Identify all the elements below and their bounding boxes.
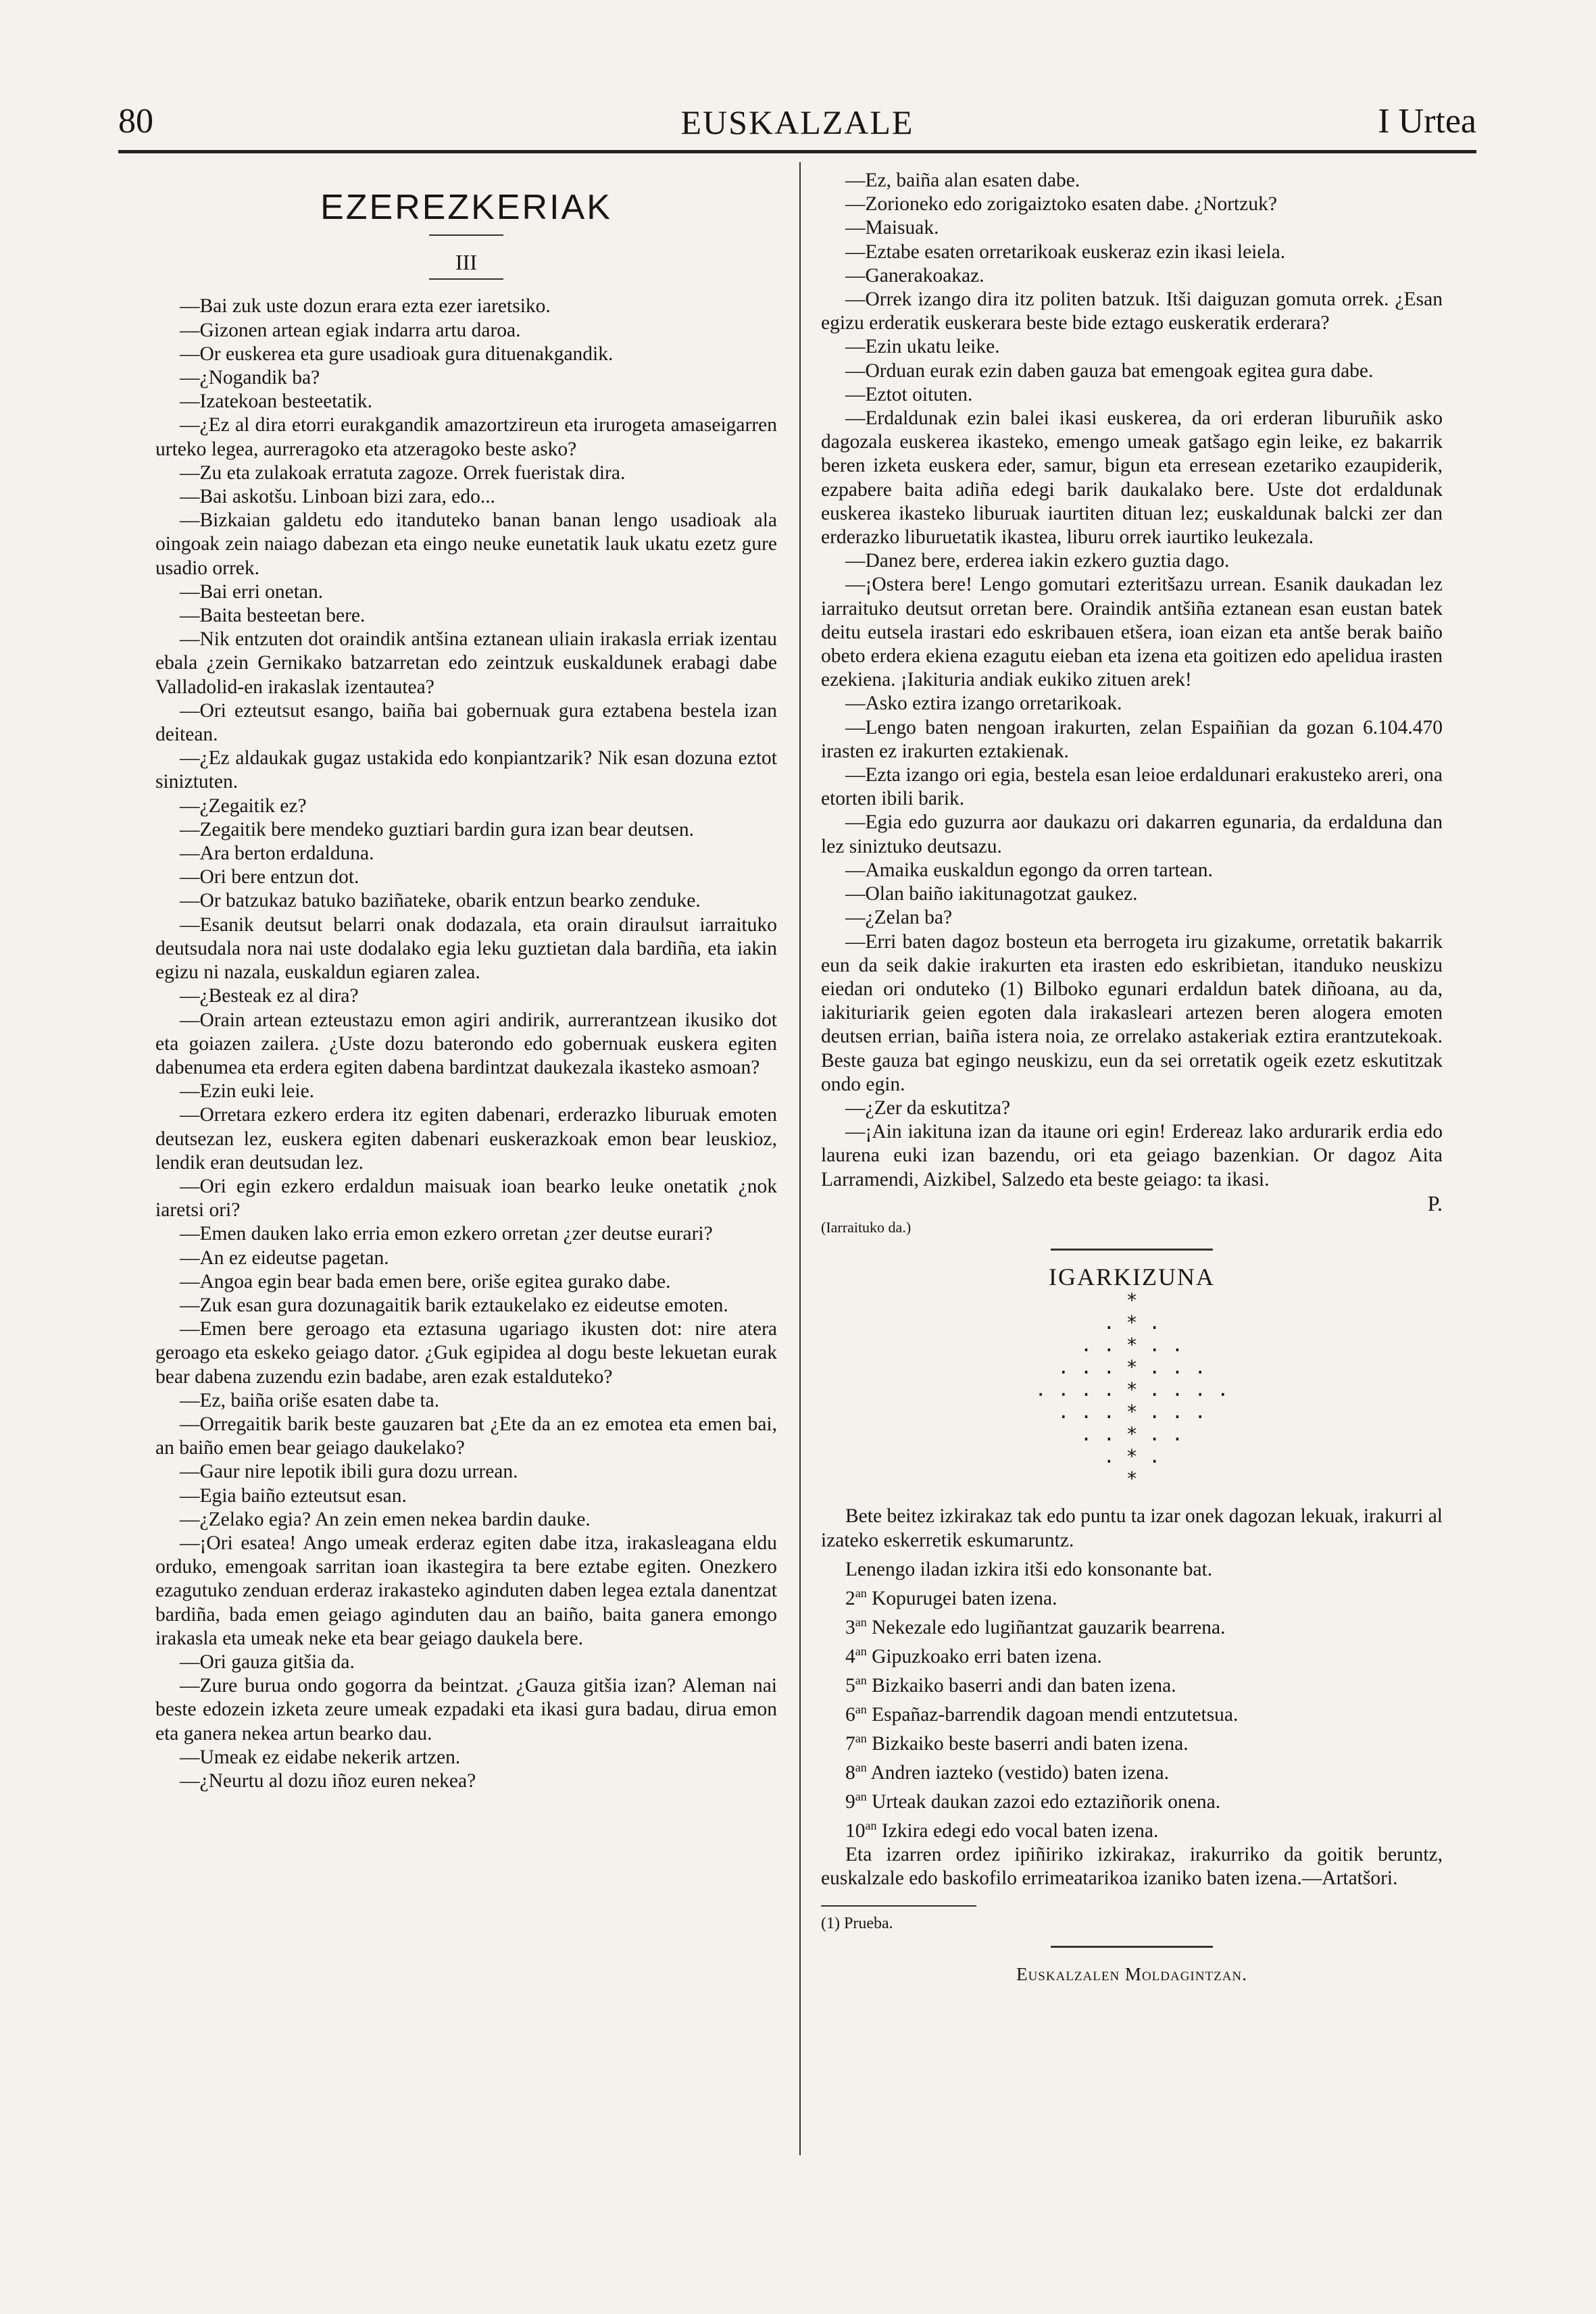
dialogue-paragraph: —Ori bere entzun dot. [180,866,359,888]
puzzle-row: * [1126,1467,1138,1490]
puzzle-row: * [1126,1289,1138,1312]
clue-text: Bizkaiko beste baserri andi baten izena. [872,1732,1189,1755]
dialogue-paragraph: —Ez, baiña oriše esaten dabe ta. [180,1389,440,1411]
dialogue-paragraph: —Eztot oituten. [845,383,973,405]
dialogue-paragraph: —¿Zegaitik ez? [180,795,307,817]
clue-text: Lenengo iladan izkira itši edo konsonante bat. [845,1558,1213,1580]
dialogue-paragraph: —Erdaldunak ezin balei ikasi euskerea, da ori erderan liburuñik asko dagozala euskerea ikasteko, emengo umeak gatšago egin leike, ez bakarrik beren izketa euskera eder, samur, bigun eta erresean ezetariko ezaupiderik, ezpabere baita adiña edegi barik daukalako bere. Uste dot erdaldunak euskerea ikasteko liburuak iaurtiten dituan lez; euskaldunak balcki zer dan erderazko liburuetatik ikastea, liburu orrek iaurtiko leukezala. [821,407,1443,549]
dialogue-paragraph: —¿Ez aldaukak gugaz ustakida edo konpiantzarik? Nik esan dozuna eztot siniztuten. [155,747,777,793]
puzzle-row: . . * . . [1080,1423,1183,1446]
clue-text: Kopurugei baten izena. [872,1587,1057,1609]
dialogue-paragraph: —Ezta izango ori egia, bestela esan leioe erdaldunari erakusteko areri, ona etorten ibili barik. [821,764,1443,810]
clue-item [821,1553,1443,1582]
dialogue-paragraph: —Ori ezteutsut esango, baiña bai gobernuak gura eztabena bestela izan deitean. [155,699,777,746]
dialogue-paragraph: —Or batzukaz batuko baziñateke, obarik entzun bearko zenduke. [180,890,701,912]
clue-number: 4 [845,1645,855,1667]
dialogue-paragraph: —Orrek izango dira itz politen batzuk. Itši daiguzan gomuta orrek. ¿Esan egizu erderatik euskerara beste bide eztago euskeratik erderara? [821,288,1443,334]
puzzle-row: . . . * . . . [1057,1401,1206,1424]
clue-ordinal: an [855,1615,867,1629]
dialogue-paragraph: —Bai erri onetan. [180,580,324,603]
clue-ordinal: an [855,1790,867,1803]
dialogue-paragraph: —Bizkaian galdetu edo itanduteko banan banan lengo usadioak ala oingoak zein naiago dabezan eta eingo neuke eunetatik lauk ukatu ezetz gure usadio orrek. [155,509,777,579]
dialogue-paragraph: —Ez, baiña alan esaten dabe. [845,170,1080,191]
clue-text: Españaz-barrendik dagoan mendi entzutetsua. [872,1703,1239,1726]
dialogue-paragraph: —Zu eta zulakoak erratuta zagoze. Orrek fueristak dira. [180,461,626,484]
dialogue-paragraph: —¿Zelako egia? An zein emen nekea bardin dauke. [180,1508,591,1530]
right-body-text [821,169,1443,1192]
dialogue-paragraph: —Nik entzuten dot oraindik antšina eztanean uliain irakasla erriak izentau ebala ¿zein Gernikako batzarretan edo zeintzuk euskaldunek erabagi dabe Valladolid-en irakaslak izentautea? [155,628,777,698]
right-column [821,169,1443,1986]
section-number: III [455,250,477,275]
clue-number: 9 [845,1790,855,1813]
puzzle-row: . * . [1103,1311,1161,1334]
dialogue-paragraph: —Ganerakoakaz. [845,264,984,286]
dialogue-paragraph: —Zuk esan gura dozunagaitik barik eztaukelako ez eideutse emoten. [180,1294,728,1316]
dialogue-paragraph: —Egia baiño ezteutsut esan. [180,1484,407,1507]
clue-item [821,1814,1443,1843]
dialogue-paragraph: —¿Neurtu al dozu iñoz euren nekea? [180,1770,476,1792]
dialogue-paragraph: —Olan baiño iakitunagotzat gaukez. [845,883,1138,905]
puzzle-row: . . * . . [1080,1334,1183,1357]
clue-number: 10 [845,1819,866,1842]
page-number: 80 [118,102,153,141]
column-divider [799,162,801,2155]
dialogue-paragraph: —Zorioneko edo zorigaiztoko esaten dabe. ¿Nortzuk? [845,193,1277,216]
footnote-rule [821,1905,976,1907]
dialogue-paragraph: —Orain artean ezteustazu emon agiri andirik, aurrerantzean ikusiko dot eta goiazen zailera. ¿Uste dozu baterondo edo gobernuak euskera egiten dabenumea eta erdera egiten dabena bardintzat daukezala ikasteko asmoan? [155,1009,777,1078]
clue-item [821,1640,1443,1669]
left-column [155,169,777,1793]
clue-ordinal: an [855,1586,867,1600]
dialogue-paragraph: —¿Zelan ba? [845,907,953,929]
dialogue-paragraph: —Ara berton erdalduna. [180,842,374,865]
puzzle-row: . * . [1103,1445,1161,1468]
dialogue-paragraph: —Amaika euskaldun egongo da orren tartean. [845,859,1213,881]
dialogue-paragraph: —Orregaitik barik beste gauzaren bat ¿Ete da an ez emotea eta emen bai, an baiño emen bear geiago daukelako? [155,1413,777,1459]
clue-ordinal: an [865,1819,877,1833]
dialogue-paragraph: —Zure burua ondo gogorra da beintzat. ¿Gauza gitšia izan? Aleman nai beste edozein izketa zeure umeak ezpadaki eta ikasi gura badau, dirua emon eta ganera nekea artun bearko dau. [155,1675,777,1744]
puzzle-closing: Eta izarren ordez ipiñiriko izkirakaz, irakurriko da goitik beruntz, euskalzale edo baskofilo errimeatarikoa izaniko baten izena.—Artatšori. [821,1844,1443,1890]
dialogue-paragraph: —An ez eideutse pagetan. [180,1247,389,1269]
clue-text: Bizkaiko baserri andi dan baten izena. [872,1674,1176,1696]
clue-item [821,1698,1443,1727]
section-rule [429,278,503,280]
clue-ordinal: an [855,1644,867,1658]
dialogue-paragraph: —Erri baten dagoz bosteun eta berrogeta iru gizakume, orretatik bakarrik eun da seik dakie irakurten eta irasten edo eskribietan, itanduko neuskizu eiedan ori onduteko (1) Bilboko egunari erdaldun batek diñoana, au da, iakituriarik geien egoten dala irakasleari artezen beren alogera emoten deutsen errian, baiña istera noia, ze orrelako astakeriak eztira erantzutekoak. Beste gauza bat egingo neuskizu, eun da sei orretatik ogeik ezetz eskutitzak ondo egin. [821,930,1443,1095]
clue-number: 6 [845,1703,855,1726]
dialogue-paragraph: —Danez bere, erderea iakin ezkero guztia dago. [845,550,1230,572]
article-heading: EZEREZKERIAK [320,188,612,227]
dialogue-paragraph: —Emen bere geroago eta eztasuna ugariago ikusten dot: nire atera geroago eta eskeko geiago dator. ¿Guk egipidea al dogu beste lekuetan eurak bear dabena zuzendu ezin badabe, aren ezak estalduteko? [155,1318,777,1388]
printer-credit: Euskalzalen Moldagintzan. [1016,1963,1247,1984]
dialogue-paragraph: —Ori gauza gitšia da. [180,1651,355,1673]
dialogue-paragraph: —Ori egin ezkero erdaldun maisuak ioan bearko leuke onetatik ¿nok iaretsi ori? [155,1175,777,1222]
dialogue-paragraph: —¿Zer da eskutitza? [845,1097,1011,1119]
clue-item [821,1582,1443,1611]
dialogue-paragraph: —Bai zuk uste dozun erara ezta ezer iaretsiko. [180,295,551,318]
puzzle-grid [1030,1289,1233,1490]
clue-text: Nekezale edo lugiñantzat gauzarik bearrena. [872,1616,1226,1638]
dialogue-paragraph: —Gaur nire lepotik ibili gura dozu urrean. [180,1461,518,1483]
dialogue-paragraph: —Umeak ez eidabe nekerik artzen. [180,1746,461,1768]
edition-label: I Urtea [1378,102,1476,141]
puzzle-intro: Bete beitez izkirakaz tak edo puntu ta izar onek dagozan lekuak, irakurri al izateko eskerretik eskumaruntz. [821,1505,1443,1551]
dialogue-paragraph: —Emen dauken lako erria emon ezkero orretan ¿zer deutse eurari? [180,1223,713,1245]
dialogue-paragraph: —¡Ori esatea! Ango umeak erderaz egiten dabe itza, irakasleagana eldu orduko, emengoak sarritan ioan ikastegira ta bere eztabe egiten. Onezkero ezagutuko zenduan erderaz irakasteko aginduten daben legea eztala danentzat bardiña, bada emen geiago aginduten dau an baiño, baita ganera emongo irakasla eta umeak neke eta bear geiago daukela bere. [155,1532,777,1649]
clue-item [821,1669,1443,1698]
clue-text: Andren iazteko (vestido) baten izena. [870,1761,1169,1784]
dialogue-paragraph: —Bai askotšu. Linboan bizi zara, edo... [180,486,495,508]
clue-text: Gipuzkoako erri baten izena. [872,1645,1102,1667]
dialogue-paragraph: —¡Ostera bere! Lengo gomutari ezteritšazu urrean. Esanik daukadan lez iarraituko deutsut orretan bere. Oraindik antšiña eztanean esan eustan batek deitu eutsela irastari edo eskribauen etšera, ioan eizan eta antše berak baiño obeto erdera ekiena ezagutu eieban eta izena eta goitizen edo apelidua irasten ezekiena. ¡Iakituria andiak eukiko zituen arek! [821,574,1443,691]
dialogue-paragraph: —¿Nogandik ba? [180,367,320,389]
clue-text: Urteak daukan zazoi edo eztaziñorik onena. [872,1790,1221,1813]
clue-number: 5 [845,1674,855,1696]
dialogue-paragraph: —Maisuak. [845,217,939,239]
clue-number: 8 [845,1761,855,1784]
dialogue-paragraph: —Esanik deutsut belarri onak dodazala, eta orain diraulsut iarraituko deutsudala nora nai uste dodalako egia leku guztietan dala bardiña, eta iakin egizu ni nazala, euskaldun egiaren zalea. [155,913,777,984]
page-header [118,101,1476,149]
clue-text: Izkira edegi edo vocal baten izena. [881,1819,1159,1842]
dialogue-paragraph: —Angoa egin bear bada emen bere, oriše egitea gurako dabe. [180,1270,671,1292]
heading-rule [429,234,503,236]
dialogue-paragraph: —Izatekoan besteetatik. [180,391,373,413]
puzzle-heading: IGARKIZUNA [1049,1263,1215,1291]
dialogue-paragraph: —Zegaitik bere mendeko guztiari bardin gura izan bear deutsen. [180,818,694,840]
clue-ordinal: an [855,1702,867,1716]
journal-title: EUSKALZALE [680,103,914,141]
clue-item [821,1611,1443,1640]
footnote: (1) Prueba. [821,1915,893,1933]
signature: P. [1427,1190,1443,1215]
continuation-note: (Iarraituko da.) [821,1218,912,1236]
puzzle-row: . . . . * . . . . [1034,1378,1229,1401]
clue-ordinal: an [855,1760,867,1774]
dialogue-paragraph: —¿Ez al dira etorri eurakgandik amazortzireun eta irurogeta amaseigarren urteko legea, aurreragoko eta atzeragoko beste asko? [155,414,777,460]
clue-item [821,1785,1443,1814]
clue-item [821,1756,1443,1785]
dialogue-paragraph: —Ezin ukatu leike. [845,336,1000,358]
dialogue-paragraph: —¡Ain iakituna izan da itaune ori egin! Erdereaz lako ardurarik erdia edo laurena euki izan bazendu, ori eta geiago bazenkian. Or dagoz Aita Larramendi, Aizkibel, Salzedo eta beste geiago: ta ikasi. [821,1121,1443,1190]
clue-number: 2 [845,1587,855,1609]
clue-ordinal: an [855,1731,867,1745]
dialogue-paragraph: —Egia edo guzurra aor daukazu ori dakarren egunaria, da erdalduna dan lez siniztuko deutsazu. [821,811,1443,857]
dialogue-paragraph: —Baita besteetan bere. [180,605,366,627]
dialogue-paragraph: —¿Besteak ez al dira? [180,985,359,1007]
dialogue-paragraph: —Eztabe esaten orretarikoak euskeraz ezin ikasi leiela. [845,241,1286,263]
clue-number: 3 [845,1616,855,1638]
dialogue-paragraph: —Or euskerea eta gure usadioak gura dituenakgandik. [180,343,614,365]
clue-ordinal: an [855,1673,867,1687]
dialogue-paragraph: —Orduan eurak ezin daben gauza bat emengoak egitea gura dabe. [845,359,1374,382]
clue-number: 7 [845,1732,855,1755]
dialogue-paragraph: —Orretara ezkero erdera itz egiten dabenari, erderazko liburuak emoten deutsezan lez, euskera egiten dabenari euskerazkoak emon bear leuskioz, lendik eran deutsudan lez. [155,1104,777,1174]
printer-separator [1051,1946,1213,1948]
section-separator [1051,1249,1213,1251]
puzzle-row: . . . * . . . [1057,1356,1206,1379]
clue-list [821,1553,1443,1843]
dialogue-paragraph: —Asko eztira izango orretarikoak. [845,693,1122,715]
header-rule [118,150,1476,153]
clue-item [821,1727,1443,1756]
dialogue-paragraph: —Gizonen artean egiak indarra artu daroa. [180,319,521,341]
dialogue-paragraph: —Ezin euki leie. [180,1080,315,1103]
dialogue-paragraph: —Lengo baten nengoan irakurten, zelan Espaiñian da gozan 6.104.470 irasten ez irakurten eztakienak. [821,716,1443,762]
left-body-text [155,295,777,1793]
